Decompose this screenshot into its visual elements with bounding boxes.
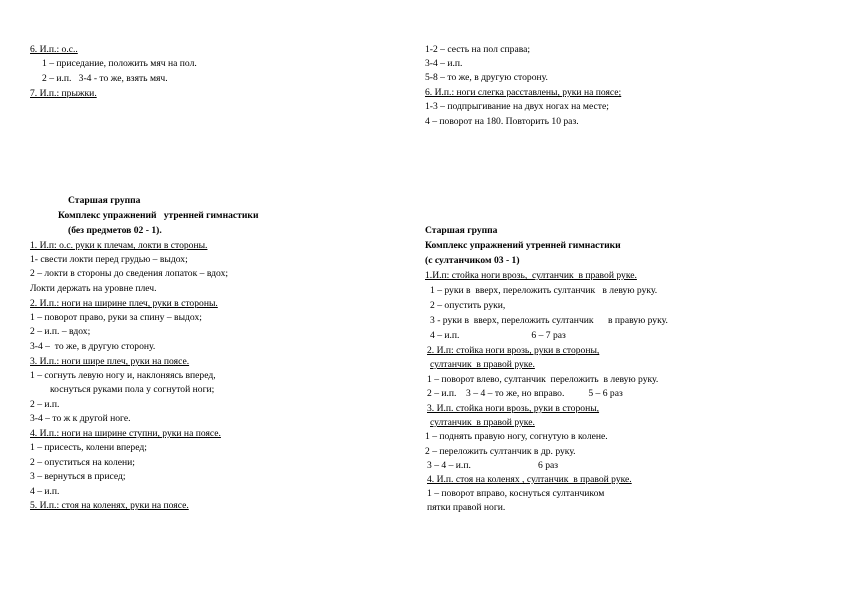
left-line: 1 – присесть, колени вперед; — [30, 442, 147, 453]
right-top-line-2: 3-4 – и.п. — [425, 58, 463, 69]
left-line: 2 – локти в стороны до сведения лопаток – вдох; — [30, 268, 229, 279]
right-top-line-4: 6. И.п.: ноги слегка расставлены, руки на поясе; — [425, 87, 622, 98]
right-line: султанчик в правой руке. — [430, 417, 535, 428]
left-group-heading: Старшая группа — [68, 195, 141, 206]
left-top-line-4: 7. И.п.: прыжки. — [30, 88, 97, 99]
left-top-line-1: 6. И.п.: о.с.. — [30, 44, 78, 55]
right-complex-subtitle: (с султанчиком 03 - 1) — [425, 255, 520, 266]
right-line: 2 – переложить султанчик в др. руку. — [425, 446, 576, 457]
left-line: 2 – и.п. — [30, 399, 60, 410]
right-top-line-3: 5-8 – то же, в другую сторону. — [425, 72, 548, 83]
left-line: 2. И.п.: ноги на ширине плеч, руки в стороны. — [30, 298, 218, 309]
right-line: 2. И.п: стойка ноги врозь, руки в стороны, — [427, 345, 600, 356]
left-complex-title: Комплекс упражнений утренней гимнастики — [58, 210, 259, 221]
left-line: 5. И.п.: стоя на коленях, руки на поясе. — [30, 500, 189, 511]
left-line: Локти держать на уровне плеч. — [30, 283, 157, 294]
left-line: 3-4 – то ж к другой ноге. — [30, 413, 131, 424]
right-line: 1 – поднять правую ногу, согнутую в колене. — [425, 431, 608, 442]
left-line: 3-4 – то же, в другую сторону. — [30, 341, 156, 352]
left-line: 2 – и.п. – вдох; — [30, 326, 91, 337]
left-complex-subtitle: (без предметов 02 - 1). — [68, 225, 162, 236]
left-line: 2 – опуститься на колени; — [30, 457, 135, 468]
left-line: 3. И.п.: ноги шире плеч, руки на поясе. — [30, 356, 190, 367]
left-line: 1. И.п: о.с. руки к плечам, локти в стороны. — [30, 240, 208, 251]
right-top-line-1: 1-2 – сесть на пол справа; — [425, 44, 531, 55]
right-group-heading: Старшая группа — [425, 225, 498, 236]
left-line: 4. И.п.: ноги на ширине ступни, руки на поясе. — [30, 428, 221, 439]
right-line: 2 – опустить руки, — [430, 300, 506, 311]
right-line: 1 – руки в вверх, переложить султанчик в левую руку. — [430, 285, 658, 296]
right-line: 1 – поворот влево, султанчик переложить в левую руку. — [427, 374, 659, 385]
right-top-line-5: 1-3 – подпрыгивание на двух ногах на месте; — [425, 101, 609, 112]
left-line: 1 – согнуть левую ногу и, наклоняясь вперед, — [30, 370, 216, 381]
right-line: 1 – поворот вправо, коснуться султанчиком — [427, 488, 605, 499]
left-line: 1- свести локти перед грудью – выдох; — [30, 254, 188, 265]
right-line: 3 - руки в вверх, переложить султанчик в правую руку. — [430, 315, 668, 326]
left-top-line-3: 2 – и.п. 3-4 - то же, взять мяч. — [42, 73, 168, 84]
right-line: 4 – и.п. 6 – 7 раз — [430, 330, 566, 341]
left-line: коснуться руками пола у согнутой ноги; — [50, 384, 215, 395]
right-line: 3 – 4 – и.п. 6 раз — [427, 460, 559, 471]
left-line: 1 – поворот право, руки за спину – выдох; — [30, 312, 202, 323]
left-line: 4 – и.п. — [30, 486, 60, 497]
right-complex-title: Комплекс упражнений утренней гимнастики — [425, 240, 621, 251]
left-top-line-2: 1 – приседание, положить мяч на пол. — [42, 58, 197, 69]
right-line: 3. И.п. стойка ноги врозь, руки в стороны, — [427, 403, 600, 414]
left-line: 3 – вернуться в присед; — [30, 471, 126, 482]
right-line: пятки правой ноги. — [427, 502, 506, 513]
right-line: 1.И.п: стойка ноги врозь, султанчик в правой руке. — [425, 270, 637, 281]
right-line: 4. И.п. стоя на коленях , султанчик в правой руке. — [427, 474, 632, 485]
right-line: султанчик в правой руке. — [430, 359, 535, 370]
right-line: 2 – и.п. 3 – 4 – то же, но вправо. 5 – 6 раз — [427, 388, 623, 399]
right-top-line-6: 4 – поворот на 180. Повторить 10 раз. — [425, 116, 579, 127]
